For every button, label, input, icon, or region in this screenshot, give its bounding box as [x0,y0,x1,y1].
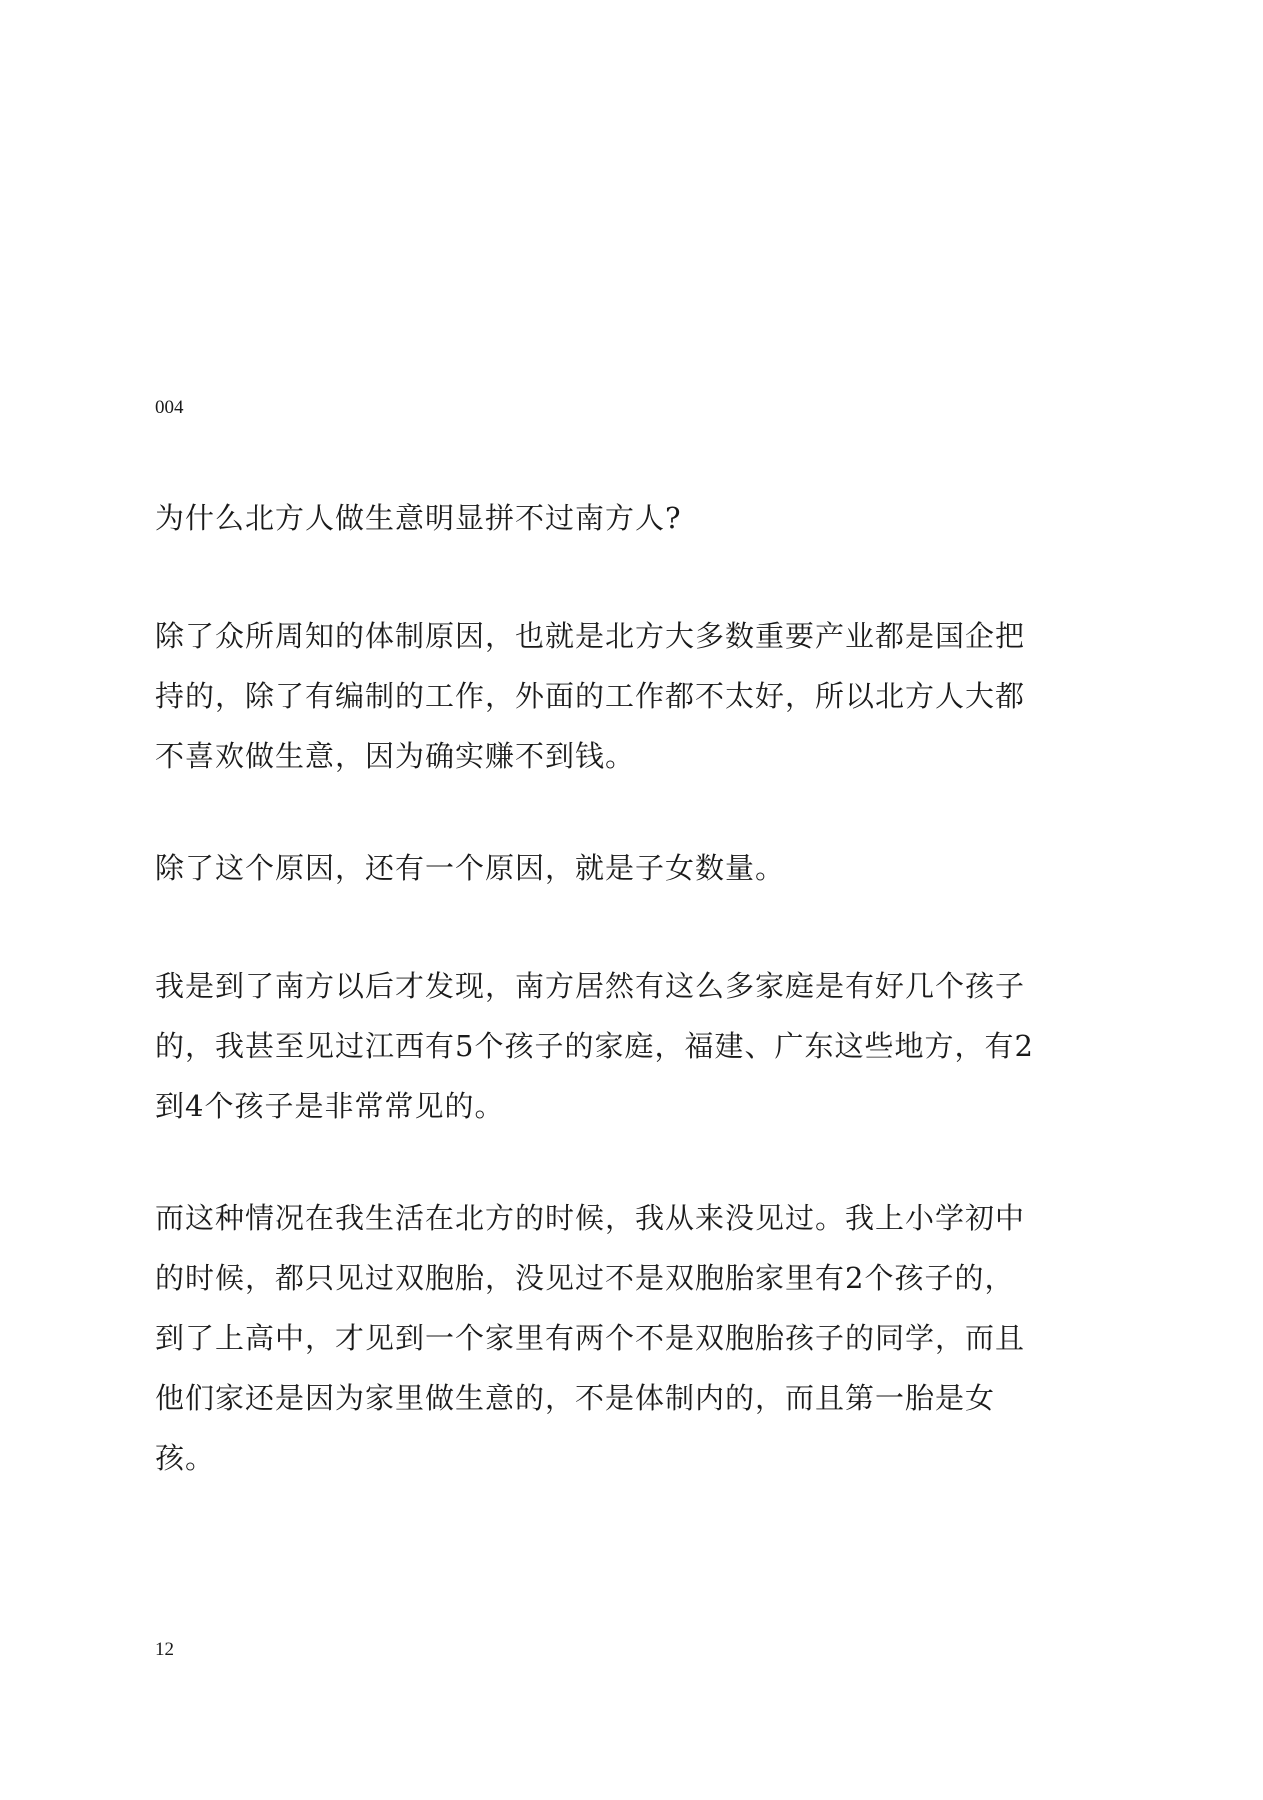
paragraph-3: 我是到了南方以后才发现，南方居然有这么多家庭是有好几个孩子的，我甚至见过江西有5个孩子的家庭，福建、广东这些地方，有2到4个孩子是非常常见的。 [155,969,1034,1123]
article-title: 为什么北方人做生意明显拼不过南方人? [155,501,682,535]
paragraph-1: 除了众所周知的体制原因，也就是北方大多数重要产业都是国企把持的，除了有编制的工作，外面的工作都不太好，所以北方人大都不喜欢做生意，因为确实赚不到钱。 [155,619,1026,773]
section-number: 004 [155,397,184,418]
paragraph-4: 而这种情况在我生活在北方的时候，我从来没见过。我上小学初中的时候，都只见过双胞胎，没见过不是双胞胎家里有2个孩子的，到了上高中，才见到一个家里有两个不是双胞胎孩子的同学，而且他们家还是因为家里做生意的，不是体制内的，而且第一胎是女孩。 [155,1201,1026,1475]
paragraph-2: 除了这个原因，还有一个原因，就是子女数量。 [155,851,786,885]
page-number: 12 [155,1639,174,1660]
